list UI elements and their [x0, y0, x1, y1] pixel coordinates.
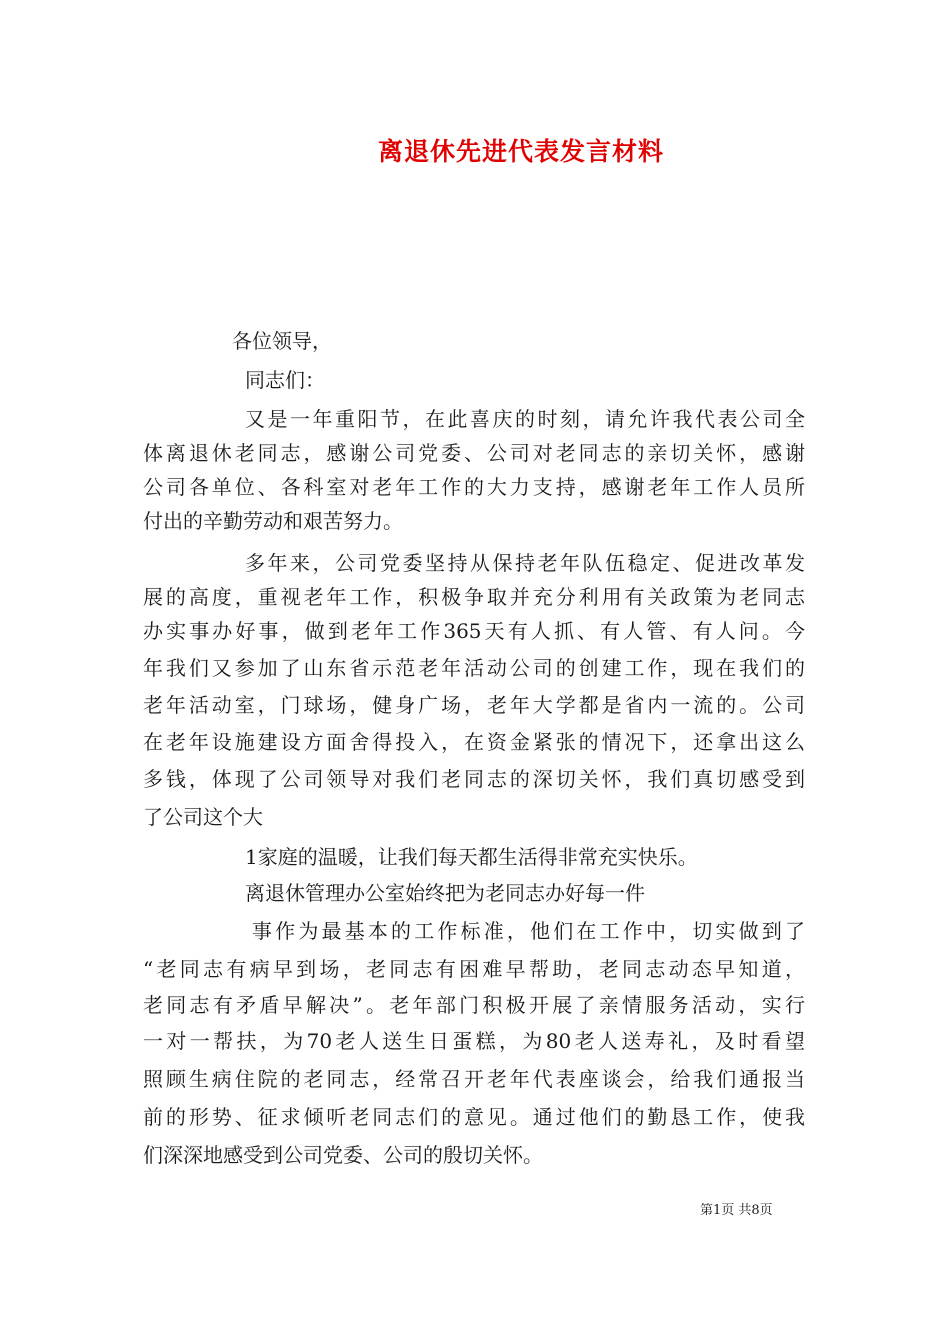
paragraph-2-line-4: 年我们又参加了山东省示范老年活动公司的创建工作，现在我们的 — [143, 656, 805, 680]
paragraph-2-line-7: 多钱，体现了公司领导对我们老同志的深切关怀，我们真切感受到 — [143, 767, 805, 791]
paragraph-4: 离退休管理办公室始终把为老同志办好每一件 — [245, 881, 645, 905]
paragraph-2-line-6: 在老年设施建设方面舍得投入，在资金紧张的情况下，还拿出这么 — [143, 730, 805, 754]
paragraph-5-line-7: 们深深地感受到公司党委、公司的殷切关怀。 — [143, 1143, 543, 1167]
paragraph-1-line-2: 体离退休老同志，感谢公司党委、公司对老同志的亲切关怀，感谢 — [143, 441, 805, 465]
paragraph-5-line-3: 老同志有矛盾早解决”。老年部门积极开展了亲情服务活动，实行 — [143, 993, 805, 1017]
paragraph-5-line-1: 事作为最基本的工作标准，他们在工作中，切实做到了 — [252, 919, 805, 943]
paragraph-5-line-6: 前的形势、征求倾听老同志们的意见。通过他们的勤恳工作，使我 — [143, 1105, 805, 1129]
paragraph-2-line-2: 展的高度，重视老年工作，积极争取并充分利用有关政策为老同志 — [143, 585, 805, 609]
paragraph-2-line-8: 了公司这个大 — [143, 805, 263, 829]
paragraph-2-line-1: 多年来，公司党委坚持从保持老年队伍稳定、促进改革发 — [245, 551, 805, 575]
paragraph-1-line-4: 付出的辛勤劳动和艰苦努力。 — [143, 509, 403, 533]
salutation-leaders: 各位领导， — [232, 329, 332, 353]
paragraph-2-line-5: 老年活动室，门球场，健身广场，老年大学都是省内一流的。公司 — [143, 693, 805, 717]
paragraph-5-line-5: 照顾生病住院的老同志，经常召开老年代表座谈会，给我们通报当 — [143, 1067, 805, 1091]
paragraph-5-line-4: 一对一帮扶，为70老人送生日蛋糕，为80老人送寿礼，及时看望 — [143, 1029, 805, 1053]
paragraph-1-line-1: 又是一年重阳节，在此喜庆的时刻，请允许我代表公司全 — [245, 407, 805, 431]
paragraph-2-line-3: 办实事办好事，做到老年工作365天有人抓、有人管、有人问。今 — [143, 619, 805, 643]
salutation-comrades: 同志们： — [245, 368, 325, 392]
page-title: 离退休先进代表发言材料 — [377, 137, 664, 166]
paragraph-3: 1家庭的温暖，让我们每天都生活得非常充实快乐。 — [245, 845, 698, 869]
page-number-footer: 第1页 共8页 — [700, 1203, 773, 1218]
paragraph-5-line-2: “老同志有病早到场，老同志有困难早帮助，老同志动态早知道， — [143, 957, 805, 981]
paragraph-1-line-3: 公司各单位、各科室对老年工作的大力支持，感谢老年工作人员所 — [143, 475, 805, 499]
